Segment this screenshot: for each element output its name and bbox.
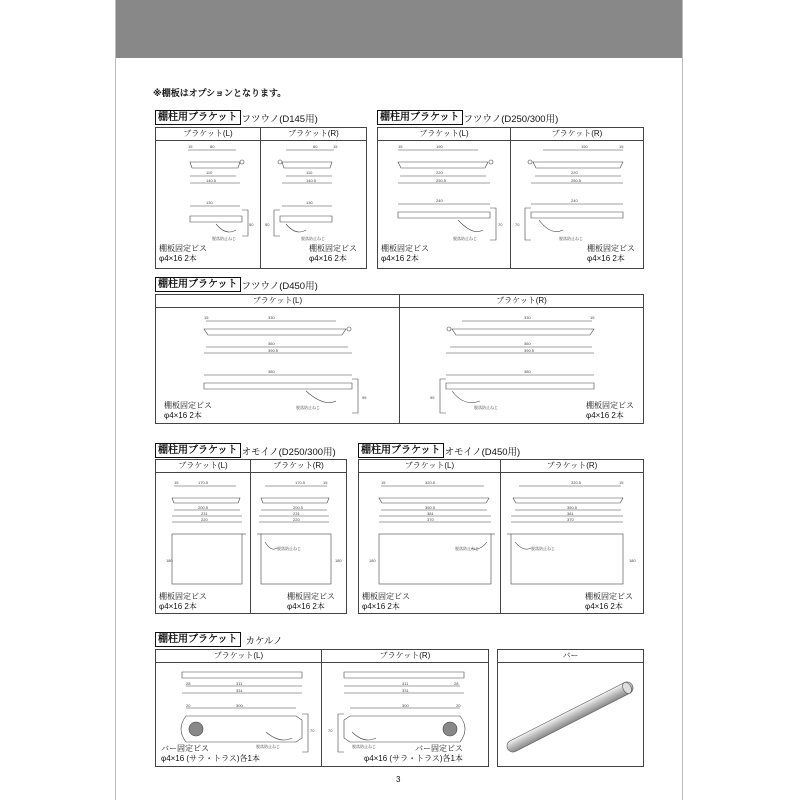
bracket-left-d250	[378, 128, 511, 268]
dim-a: 15	[333, 144, 338, 149]
screw-note: 棚板固定ビス φ4×16 2本	[381, 244, 429, 263]
screw-note: 棚板固定ビス φ4×16 2本	[587, 244, 635, 263]
section-title-suffix: オモイノ(D250/300用)	[241, 446, 336, 458]
bar-view	[498, 650, 643, 766]
section-title-suffix: フツウノ(D145用)	[241, 113, 318, 125]
dim-e: 370	[427, 517, 434, 522]
bracket-drawing	[501, 472, 643, 612]
dim-e: 220	[293, 517, 300, 522]
anti-drop-label: 脱落防止ねじ	[453, 236, 477, 241]
dim-e: 240	[436, 198, 443, 203]
section-title-suffix: オモイノ(D450用)	[444, 446, 521, 458]
dim-a: 15	[590, 315, 595, 320]
dim-d: 381	[427, 511, 434, 516]
dim-c: 360	[524, 341, 531, 346]
screw-note: 棚板固定ビス φ4×16 2本	[287, 592, 335, 611]
screw-note: 棚板固定ビス φ4×16 2本	[586, 401, 634, 420]
dim-d: 390.5	[524, 348, 535, 353]
dim-b: 190	[581, 144, 588, 149]
dim-a: 15	[619, 144, 624, 149]
dim-c: 331	[236, 688, 243, 693]
dim-h: 70	[328, 728, 333, 733]
dim-d: 250.5	[571, 178, 582, 183]
bracket-left-omoino-d450	[359, 460, 501, 613]
section-title-box: 棚柱用ブラケット	[377, 110, 463, 125]
dim-a: 15	[204, 315, 209, 320]
screw-note: 棚板固定ビス φ4×16 2本	[585, 592, 633, 611]
dim-b: 330	[524, 315, 531, 320]
panel-omoino-d450	[358, 459, 644, 614]
panel-d145	[155, 127, 367, 269]
bracket-left-omoino-d250	[156, 460, 251, 613]
dim-c: 350.5	[425, 505, 436, 510]
bracket-left-d145	[156, 128, 261, 268]
dim-a: 15	[323, 480, 328, 485]
dim-e: 380	[268, 369, 275, 374]
bracket-left-caption: ブラケット(L)	[156, 650, 321, 663]
option-note: ※棚板はオプションとなります。	[153, 88, 287, 98]
bar-screw-note: バー固定ビス φ4×16 (サラ・トラス)各1本	[161, 744, 260, 763]
section-title-d450	[155, 277, 318, 292]
dim-b: 190	[436, 144, 443, 149]
dim-d: 231	[201, 511, 208, 516]
dim-a: 15	[188, 144, 193, 149]
section-title-omoino-d450	[358, 443, 520, 458]
dim-b: 311	[236, 681, 243, 686]
panel-omoino-d250	[155, 459, 347, 614]
dim-h: 50	[249, 222, 254, 227]
bar-screw-note: バー固定ビス φ4×16 (サラ・トラス)各1本	[364, 744, 463, 763]
section-title-box: 棚柱用ブラケット	[155, 632, 241, 647]
bracket-left-caption: ブラケット(L)	[359, 460, 500, 473]
dim-b: 320.5	[571, 480, 582, 485]
dim-c: 220	[436, 170, 443, 175]
screw-note: 棚板固定ビス φ4×16 2本	[362, 592, 410, 611]
bracket-right-caption: ブラケット(R)	[511, 128, 643, 141]
bracket-left-kakeruno	[156, 650, 322, 766]
dim-a: 15	[381, 480, 386, 485]
bracket-left-d450	[156, 295, 400, 423]
anti-drop-label: 脱落防止ねじ	[277, 546, 301, 551]
header-band	[116, 0, 682, 58]
anti-drop-label: 脱落防止ねじ	[256, 744, 280, 749]
bracket-left-caption: ブラケット(L)	[156, 460, 250, 473]
section-title-kakeruno	[155, 632, 283, 647]
anti-drop-label: 脱落防止ねじ	[531, 546, 555, 551]
dim-d: 140.5	[206, 178, 217, 183]
dim-c: 360	[268, 341, 275, 346]
screw-note: 棚板固定ビス φ4×16 2本	[159, 592, 207, 611]
bar-caption: バー	[498, 650, 643, 663]
dim-e: 380	[524, 369, 531, 374]
anti-drop-label: 脱落防止ねじ	[455, 546, 479, 551]
dim-e: 300	[236, 703, 243, 708]
dim-h: 180	[629, 558, 636, 563]
anti-drop-label: 脱落防止ねじ	[301, 236, 325, 241]
bracket-right-kakeruno	[322, 650, 488, 766]
dim-a: 28	[454, 681, 459, 686]
dim-c: 200.5	[293, 505, 304, 510]
dim-h: 70	[310, 728, 315, 733]
bracket-left-caption: ブラケット(L)	[156, 295, 399, 308]
section-title-suffix: カケルノ	[245, 635, 283, 647]
bracket-right-caption: ブラケット(R)	[501, 460, 643, 473]
dim-c: 110	[206, 170, 213, 175]
dim-c: 220	[571, 170, 578, 175]
screw-note: 棚板固定ビス φ4×16 2本	[164, 401, 212, 420]
dim-h: 70	[515, 222, 520, 227]
section-title-d145	[155, 110, 318, 125]
dim-a: 28	[186, 681, 191, 686]
panel-d250	[377, 127, 644, 269]
bracket-right-caption: ブラケット(R)	[322, 650, 488, 663]
anti-drop-label: 脱落防止ねじ	[352, 744, 376, 749]
dim-d: 140.5	[306, 178, 317, 183]
section-title-box: 棚柱用ブラケット	[155, 443, 241, 458]
bracket-right-d450	[400, 295, 643, 423]
dim-b: 170.5	[198, 480, 209, 485]
section-title-box: 棚柱用ブラケット	[155, 110, 241, 125]
section-title-omoino-d250	[155, 443, 336, 458]
anti-drop-label: 脱落防止ねじ	[559, 236, 583, 241]
dim-h: 50	[265, 222, 270, 227]
dim-b: 80	[313, 144, 318, 149]
dim-c: 110	[306, 170, 313, 175]
dim-d: 20	[186, 703, 191, 708]
dim-h: 70	[498, 222, 503, 227]
bracket-left-caption: ブラケット(L)	[378, 128, 510, 141]
dim-a: 15	[398, 144, 403, 149]
panel-kakeruno	[155, 649, 489, 767]
dim-d: 381	[567, 511, 574, 516]
bracket-right-caption: ブラケット(R)	[261, 128, 366, 141]
bracket-right-caption: ブラケット(R)	[400, 295, 643, 308]
dim-b: 170.5	[295, 480, 306, 485]
dim-d: 250.5	[436, 178, 447, 183]
anti-drop-label: 脱落防止ねじ	[212, 236, 236, 241]
bracket-right-d145	[261, 128, 366, 268]
anti-drop-label: 脱落防止ねじ	[296, 405, 320, 410]
section-title-suffix: フツウノ(D250/300用)	[463, 113, 559, 125]
dim-d: 20	[456, 703, 461, 708]
dim-e: 240	[571, 198, 578, 203]
dim-e: 130	[206, 200, 213, 205]
bracket-right-omoino-d450	[501, 460, 643, 613]
bracket-drawing	[359, 472, 501, 612]
dim-a: 15	[174, 480, 179, 485]
bracket-right-caption: ブラケット(R)	[251, 460, 346, 473]
dim-e: 300	[402, 703, 409, 708]
screw-note: 棚板固定ビス φ4×16 2本	[159, 244, 207, 263]
bracket-drawing	[251, 472, 346, 612]
section-title-d250	[377, 110, 558, 125]
dim-c: 200.5	[198, 505, 209, 510]
dim-b: 330	[268, 315, 275, 320]
page-number: 3	[396, 775, 401, 784]
dim-d: 231	[293, 511, 300, 516]
anti-drop-label: 脱落防止ねじ	[474, 405, 498, 410]
section-title-suffix: フツウノ(D450用)	[241, 280, 318, 292]
dim-b: 311	[402, 681, 409, 686]
bracket-left-caption: ブラケット(L)	[156, 128, 260, 141]
dim-h: 95	[430, 395, 435, 400]
dim-h: 95	[362, 395, 367, 400]
dim-d: 390.5	[268, 348, 279, 353]
dim-h: 180	[369, 558, 376, 563]
dim-h: 180	[166, 558, 173, 563]
dim-e: 130	[306, 200, 313, 205]
dim-e: 220	[201, 517, 208, 522]
bar-drawing	[498, 662, 643, 762]
section-title-box: 棚柱用ブラケット	[358, 443, 444, 458]
dim-c: 350.5	[567, 505, 578, 510]
bracket-right-d250	[511, 128, 643, 268]
section-title-box: 棚柱用ブラケット	[155, 277, 241, 292]
dim-a: 15	[619, 480, 624, 485]
bracket-drawing	[156, 472, 251, 612]
dim-c: 331	[402, 688, 409, 693]
panel-d450	[155, 294, 644, 424]
dim-e: 370	[567, 517, 574, 522]
dim-h: 180	[335, 558, 342, 563]
screw-note: 棚板固定ビス φ4×16 2本	[309, 244, 357, 263]
dim-b: 320.5	[425, 480, 436, 485]
panel-bar	[497, 649, 644, 767]
dim-b: 80	[210, 144, 215, 149]
bracket-right-omoino-d250	[251, 460, 346, 613]
